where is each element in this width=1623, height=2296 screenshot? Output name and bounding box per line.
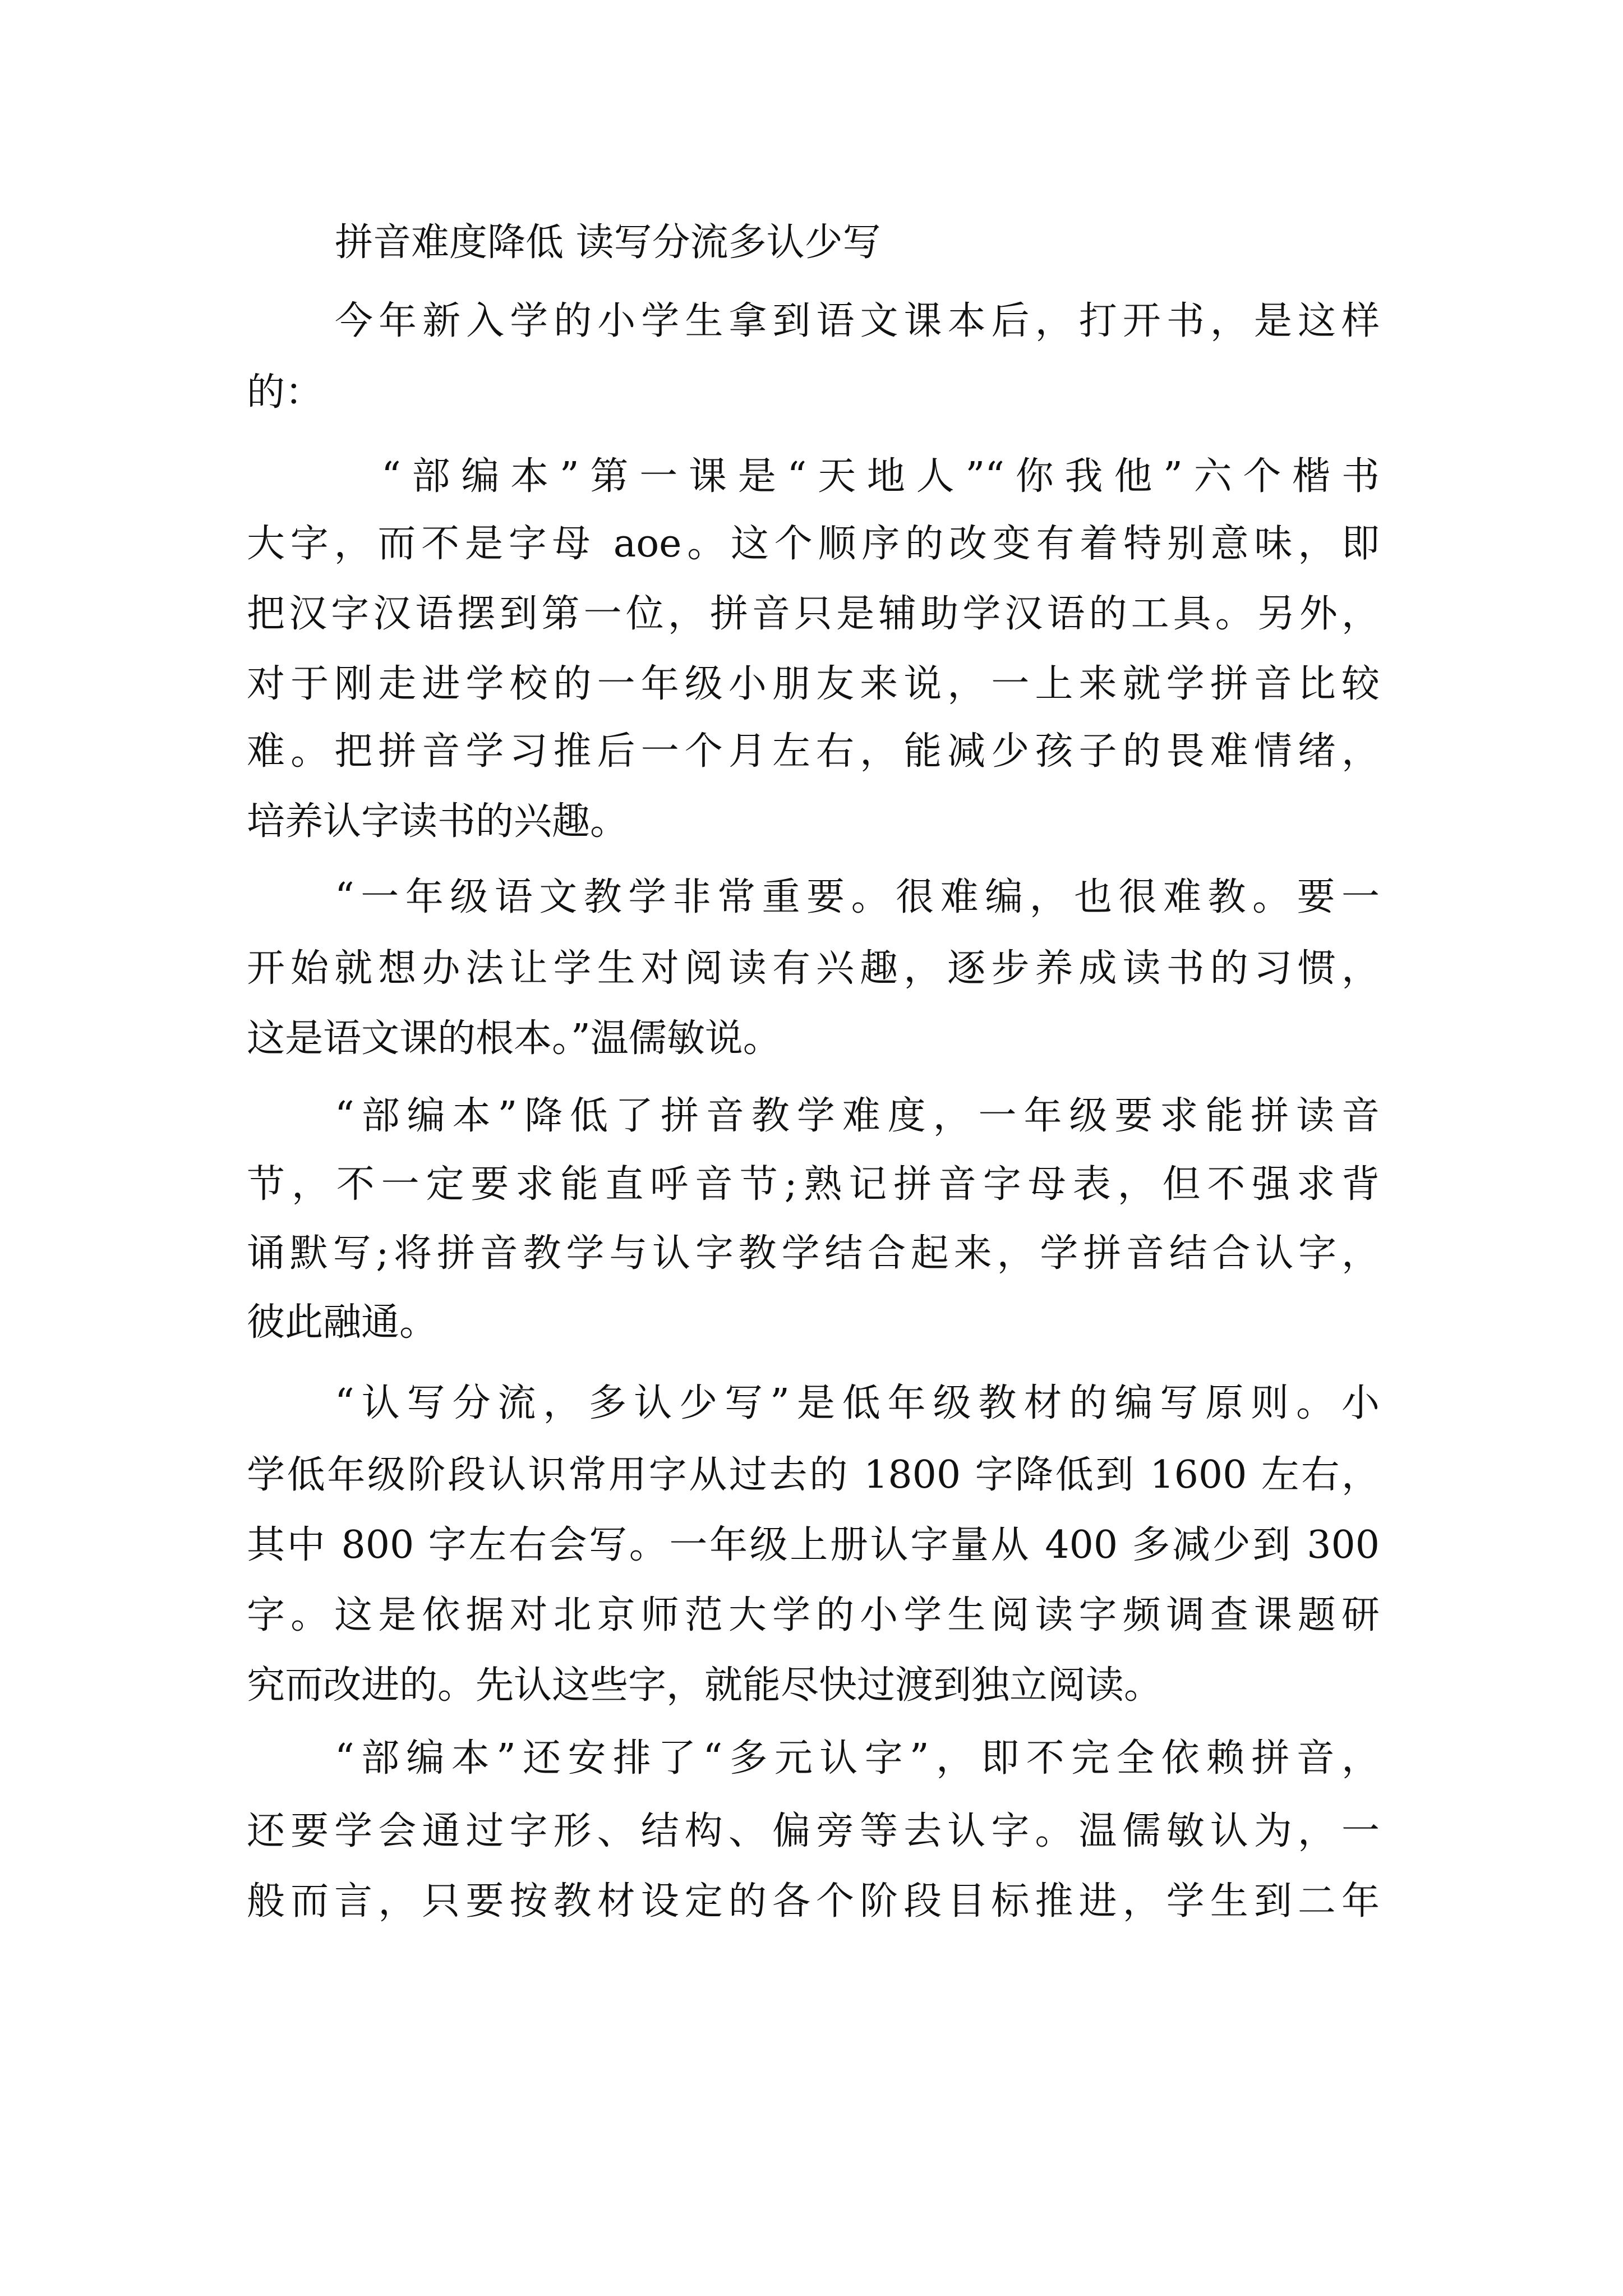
section-heading: 拼音难度降低 读写分流多认少写 [335,220,881,265]
paragraph-2-line-4: 对于刚走进学校的一年级小朋友来说，一上来就学拼音比较 [247,662,1380,706]
paragraph-5-line-5: 究而改进的。先认这些字，就能尽快过渡到独立阅读。 [247,1663,1163,1708]
paragraph-6-line-2: 还要学会通过字形、结构、偏旁等去认字。温儒敏认为，一 [247,1809,1380,1853]
paragraph-4-line-2: 节，不一定要求能直呼音节;熟记拼音字母表，但不强求背 [247,1162,1380,1207]
paragraph-3-line-2: 开始就想办法让学生对阅读有兴趣，逐步养成读书的习惯， [247,946,1380,991]
paragraph-2-line-3: 把汉字汉语摆到第一位，拼音只是辅助学汉语的工具。另外， [247,592,1380,636]
paragraph-1-line-2: 的： [247,370,324,415]
paragraph-3-line-1: “一年级语文教学非常重要。很难编，也很难教。要一 [335,875,1380,919]
paragraph-4-line-4: 彼此融通。 [247,1300,438,1345]
paragraph-5-line-3: 其中 800 字左右会写。一年级上册认字量从 400 多减少到 300 [247,1523,1380,1567]
paragraph-5-line-4: 字。这是依据对北京师范大学的小学生阅读字频调查课题研 [247,1593,1380,1637]
paragraph-6-line-3: 般而言，只要按教材设定的各个阶段目标推进，学生到二年 [247,1879,1380,1924]
paragraph-2-line-6: 培养认字读书的兴趣。 [247,799,629,844]
paragraph-6-line-1: “部编本”还安排了“多元认字”，即不完全依赖拼音， [335,1736,1380,1780]
paragraph-5-line-1: “认写分流，多认少写”是低年级教材的编写原则。小 [335,1381,1380,1425]
paragraph-3-line-3: 这是语文课的根本。”温儒敏说。 [247,1016,781,1061]
paragraph-4-line-3: 诵默写;将拼音教学与认字教学结合起来，学拼音结合认字， [247,1231,1380,1276]
paragraph-2-line-1: “部编本”第一课是“天地人”“你我他”六个楷书 [381,454,1380,499]
paragraph-2-line-2: 大字，而不是字母 aoe。这个顺序的改变有着特别意味，即 [247,522,1380,566]
paragraph-4-line-1: “部编本”降低了拼音教学难度，一年级要求能拼读音 [335,1094,1380,1138]
paragraph-2-line-5: 难。把拼音学习推后一个月左右，能减少孩子的畏难情绪， [247,729,1380,774]
paragraph-1-line-1: 今年新入学的小学生拿到语文课本后，打开书，是这样 [335,299,1380,343]
paragraph-5-line-2: 学低年级阶段认识常用字从过去的 1800 字降低到 1600 左右， [247,1453,1380,1497]
